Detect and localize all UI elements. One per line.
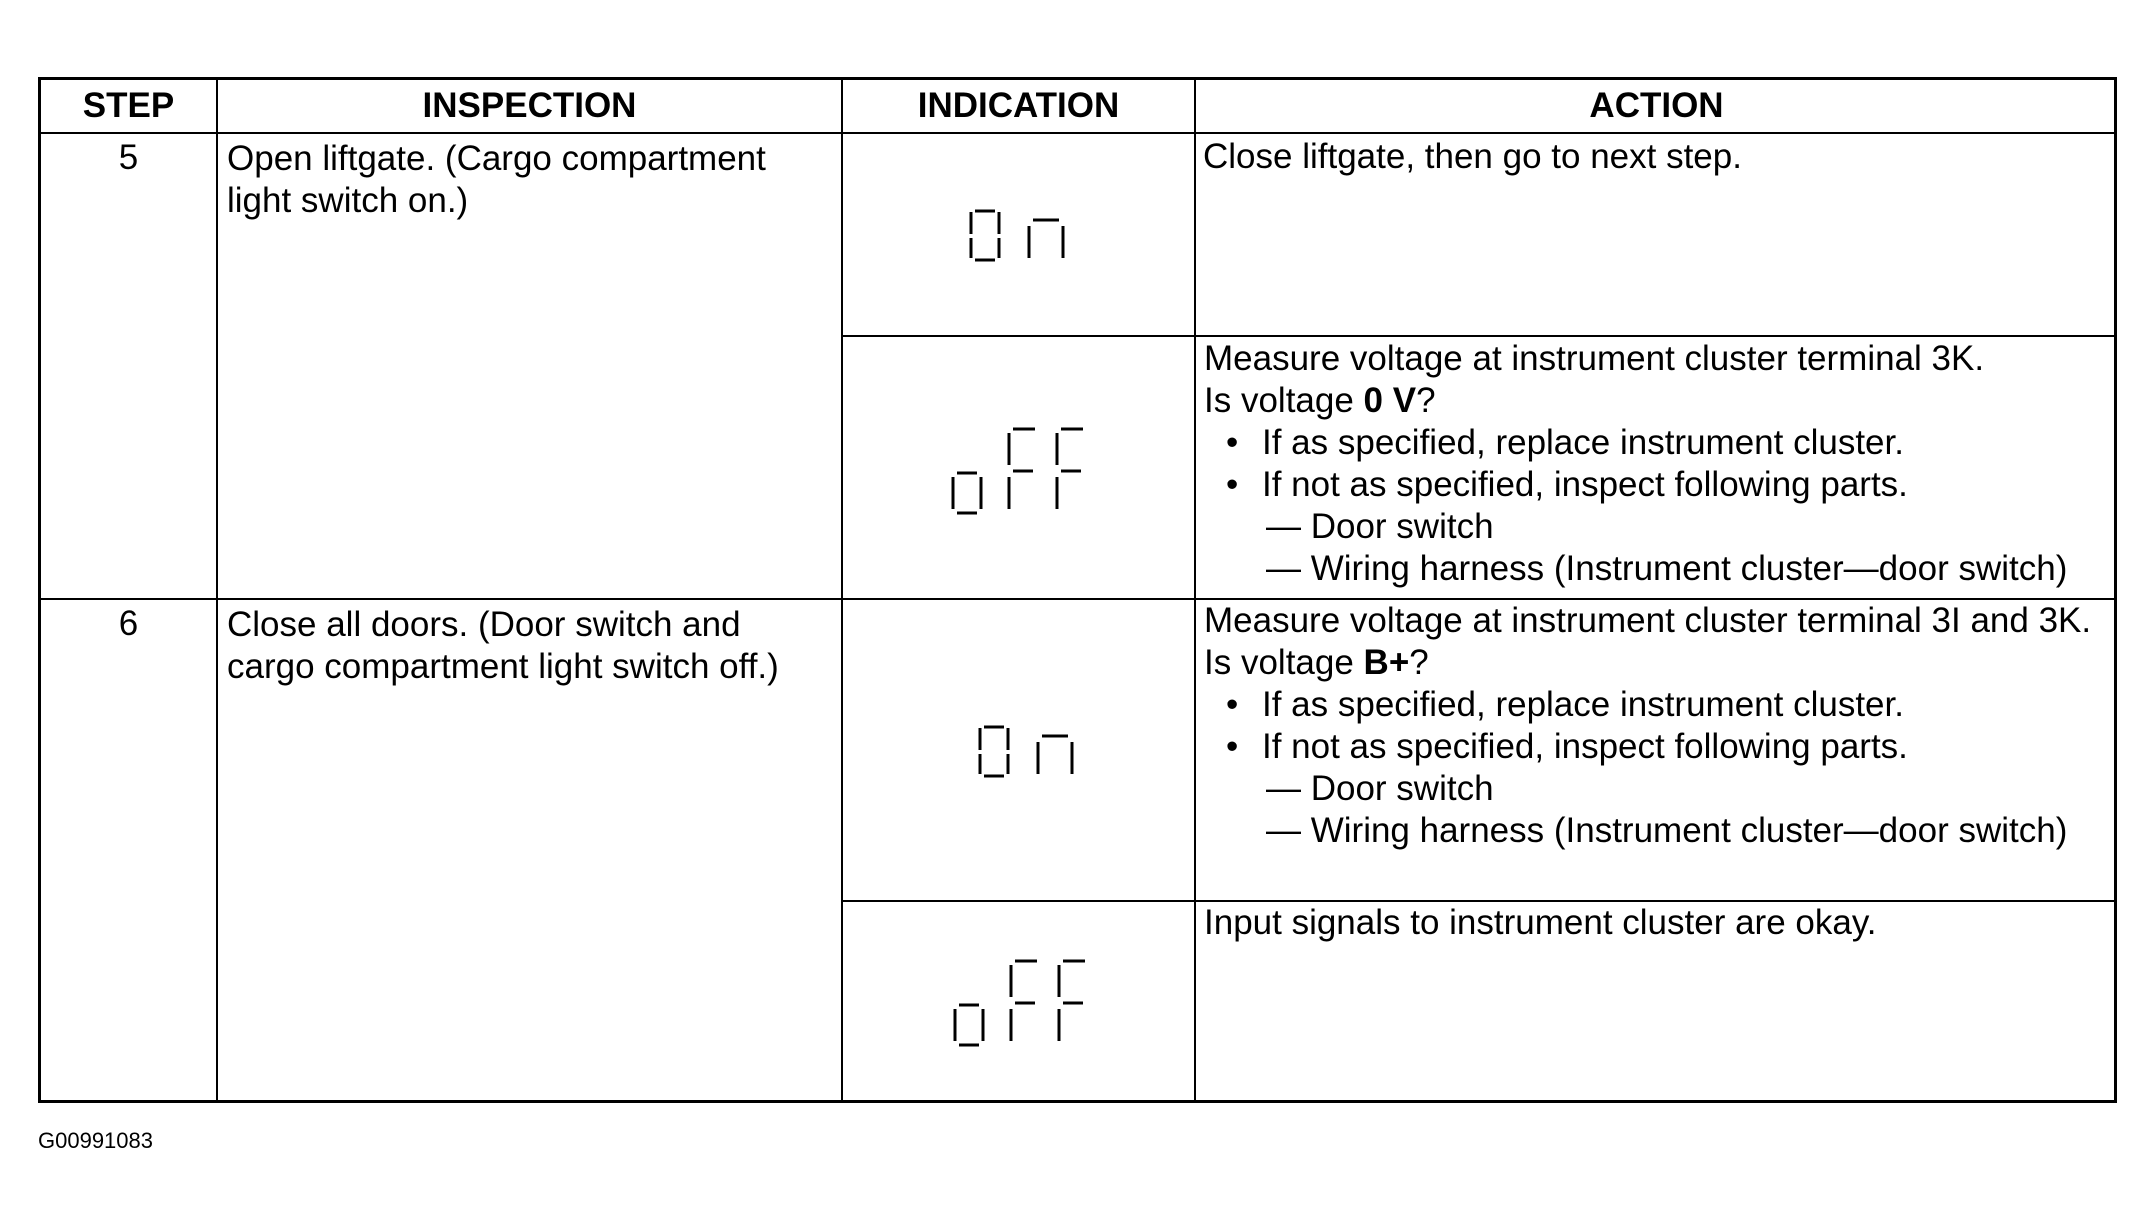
inspection-text: Close all doors. (Door switch and cargo compartment light switch off.) bbox=[227, 605, 779, 686]
column-divider bbox=[216, 80, 218, 1100]
bullet-item bbox=[1204, 422, 2114, 464]
bullet-icon: • bbox=[1226, 465, 1239, 504]
header-inspection: INSPECTION bbox=[422, 86, 637, 125]
header-action: ACTION bbox=[1589, 86, 1724, 125]
bullet-text: If as specified, replace instrument cluster. bbox=[1262, 423, 1904, 462]
sub-item: — Wiring harness (Instrument cluster—door switch) bbox=[1266, 549, 2068, 588]
step-number: 5 bbox=[118, 138, 139, 177]
inspection-text: Open liftgate. (Cargo compartment light switch on.) bbox=[227, 139, 766, 220]
bullet-icon: • bbox=[1226, 423, 1239, 462]
action-question bbox=[1204, 642, 2114, 684]
question-prefix: Is voltage bbox=[1204, 643, 1364, 682]
figure-id: G00991083 bbox=[38, 1128, 153, 1153]
sub-item: — Door switch bbox=[1266, 507, 1494, 546]
step-number: 6 bbox=[118, 604, 139, 643]
header-divider bbox=[41, 132, 2114, 134]
action-cell bbox=[1204, 338, 2114, 590]
bullet-text: If as specified, replace instrument cluster. bbox=[1262, 685, 1904, 724]
header-indication: INDICATION bbox=[917, 86, 1120, 125]
action-cell bbox=[1204, 600, 2114, 852]
result-divider bbox=[841, 335, 2114, 337]
seg-o bbox=[971, 211, 999, 260]
question-value: 0 V bbox=[1363, 381, 1417, 420]
display-off-indicator bbox=[947, 425, 1107, 525]
display-off-indicator bbox=[949, 957, 1109, 1057]
action-line: Close liftgate, then go to next step. bbox=[1203, 137, 1742, 176]
bullet-item bbox=[1204, 684, 2114, 726]
column-divider bbox=[841, 80, 843, 1100]
action-cell bbox=[1204, 902, 2114, 944]
action-cell bbox=[1203, 136, 2113, 178]
bullet-item bbox=[1204, 726, 2114, 768]
sub-item: — Door switch bbox=[1266, 769, 1494, 808]
action-line: Measure voltage at instrument cluster terminal 3K. bbox=[1204, 339, 1985, 378]
question-prefix: Is voltage bbox=[1204, 381, 1364, 420]
question-suffix: ? bbox=[1409, 643, 1429, 682]
action-line: Measure voltage at instrument cluster terminal 3I and 3K. bbox=[1204, 601, 2092, 640]
question-value: B+ bbox=[1363, 643, 1410, 682]
sub-item: — Wiring harness (Instrument cluster—door switch) bbox=[1266, 811, 2068, 850]
column-divider bbox=[1194, 80, 1196, 1100]
bullet-text: If not as specified, inspect following parts. bbox=[1262, 727, 1908, 766]
question-suffix: ? bbox=[1416, 381, 1436, 420]
bullet-icon: • bbox=[1226, 685, 1239, 724]
bullet-text: If not as specified, inspect following parts. bbox=[1262, 465, 1908, 504]
display-on-indicator bbox=[965, 206, 1085, 266]
action-line: Input signals to instrument cluster are okay. bbox=[1204, 903, 1877, 942]
display-on-indicator bbox=[974, 722, 1094, 782]
action-question bbox=[1204, 380, 2114, 422]
bullet-item bbox=[1204, 464, 2114, 506]
bullet-icon: • bbox=[1226, 727, 1239, 766]
diagnostic-table bbox=[38, 77, 2117, 1103]
header-step: STEP bbox=[82, 86, 175, 125]
